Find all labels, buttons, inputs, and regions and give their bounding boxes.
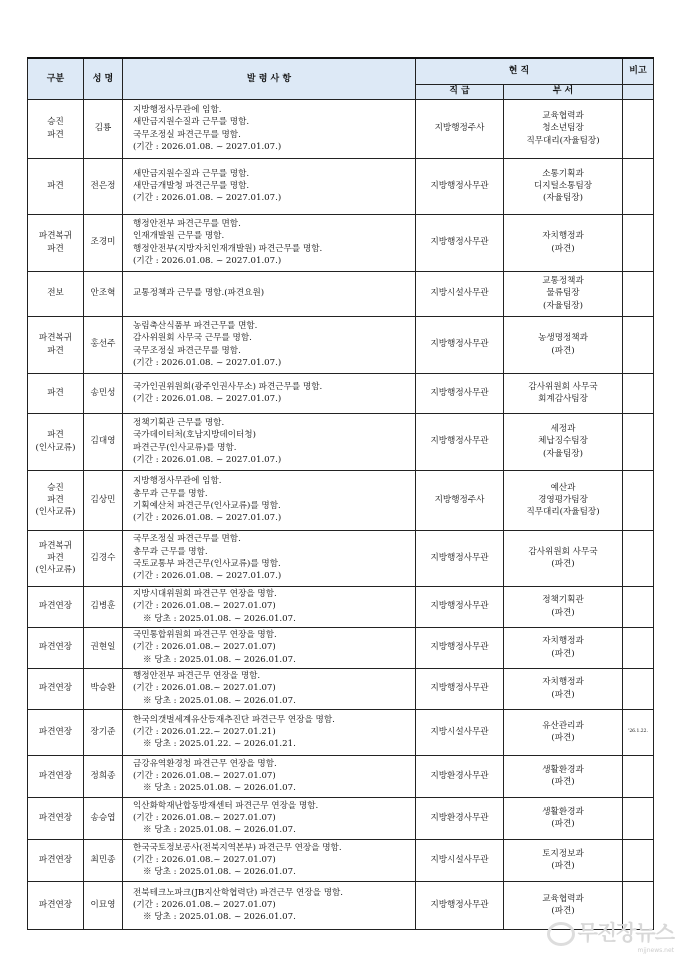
category-cell-line: 파견연장	[38, 726, 73, 737]
dept-cell-line: 경영평가팀장	[538, 494, 588, 505]
remark-cell	[623, 627, 654, 668]
category-cell-line: 파견	[47, 180, 64, 191]
category-cell	[28, 797, 84, 839]
remark-cell	[623, 668, 654, 709]
order-cell-line: (기간 : 2026.01.08. ~ 2027.01.07.)	[133, 255, 282, 266]
name-cell: 박승환	[84, 668, 123, 709]
order-cell-line: 지방시대위원회 파견근무 연장을 명함.	[133, 589, 277, 600]
watermark-logo: 무진장뉴스 mjjnews.net	[547, 917, 674, 954]
order-cell-line: 전북테크노파크(JB지산학협력단) 파견근무 연장을 명함.	[133, 887, 344, 898]
dept-cell-line: (파견)	[551, 648, 575, 659]
category-cell-line: 파견복귀	[38, 333, 73, 344]
order-cell	[123, 797, 416, 839]
remark-cell	[623, 839, 654, 881]
table-row	[28, 709, 654, 755]
name-cell: 이묘영	[84, 881, 123, 929]
order-cell-line: 금강유역환경청 파견근무 연장을 명함.	[133, 758, 277, 769]
order-cell-line: ※ 당초 : 2025.01.08. ~ 2026.01.07.	[143, 912, 296, 923]
rank-cell: 지방행정사무관	[416, 586, 504, 627]
order-cell-line: ※ 당초 : 2025.01.08. ~ 2026.01.07.	[143, 825, 296, 836]
remark-cell: '26.1.22.	[623, 709, 654, 755]
order-cell-line: 파견근무(인사교류)를 명함.	[133, 442, 237, 453]
order-cell-line: 감사위원회 사무국 근무를 명함.	[133, 333, 252, 344]
order-cell-line: 정책기획관 근무를 명함.	[133, 417, 225, 428]
name-cell: 정희종	[84, 755, 123, 797]
category-cell-line: (인사교류)	[35, 565, 76, 576]
category-cell-line: 파견	[47, 345, 64, 356]
dept-cell-line: (파견)	[551, 559, 575, 569]
order-cell	[123, 214, 416, 271]
order-cell-line: (기간 : 2026.01.08. ~ 2027.01.07.)	[133, 357, 282, 368]
table-row	[28, 627, 654, 668]
dept-cell-line: 물류팀장	[546, 288, 580, 299]
remark-cell	[623, 99, 654, 158]
dept-cell-line: 농생명정책과	[538, 333, 588, 344]
dept-cell-line: (파견)	[551, 345, 575, 356]
dept-cell	[504, 470, 623, 530]
category-cell	[28, 627, 84, 668]
order-cell-line: (기간 : 2026.01.08. ~ 2027.01.07.)	[133, 571, 282, 582]
order-cell	[123, 586, 416, 627]
order-cell-line: 국민통합위원회 파견근무 연장을 명함.	[133, 630, 277, 641]
table-row	[28, 158, 654, 214]
dept-cell-line: 소통기획과	[542, 168, 584, 179]
dept-cell	[504, 271, 623, 316]
category-cell	[28, 709, 84, 755]
category-cell-line: 파견	[47, 243, 64, 254]
dept-cell-line: (파견)	[551, 777, 575, 787]
rank-cell: 지방행정사무관	[416, 214, 504, 271]
category-cell	[28, 881, 84, 929]
rank-cell: 지방행정사무관	[416, 316, 504, 373]
name-cell: 김대영	[84, 413, 123, 470]
order-cell-line: (기간 : 2026.01.08. ~ 2027.01.07.)	[133, 141, 282, 152]
dept-cell-line: 정책기획관	[542, 595, 584, 606]
dept-cell-line: 회계감사팀장	[538, 394, 588, 404]
category-cell-line: 파견복귀	[38, 540, 73, 551]
remark-cell	[623, 373, 654, 413]
order-cell-line: 국가데이터처(호남지방데이터청)	[133, 430, 256, 441]
dept-cell-line: 청소년팀장	[542, 123, 584, 134]
rank-cell: 지방행정사무관	[416, 413, 504, 470]
table-row	[28, 214, 654, 271]
order-cell-line: (기간 : 2026.01.08.~ 2027.01.07)	[133, 770, 276, 781]
order-cell-line: 국가인권위원회(광주인권사무소) 파견근무를 명함.	[133, 381, 323, 392]
header-dept: 부 서	[504, 84, 623, 99]
order-cell	[123, 709, 416, 755]
order-cell-line: (기간 : 2026.01.08. ~ 2027.01.07.)	[133, 454, 282, 465]
category-cell	[28, 470, 84, 530]
order-cell-line: (기간 : 2026.01.08.~ 2027.01.07)	[133, 854, 276, 865]
category-cell-line: 승진	[47, 117, 64, 128]
order-cell-line: (기간 : 2026.01.08.~ 2027.01.07)	[133, 812, 276, 823]
dept-cell	[504, 839, 623, 881]
dept-cell-line: (파견)	[551, 861, 575, 871]
dept-cell	[504, 99, 623, 158]
dept-cell	[504, 373, 623, 413]
dept-cell-line: 디지털소통팀장	[533, 180, 593, 191]
order-cell-line: 행정안전부 파견근무 연장을 명함.	[133, 671, 261, 682]
dept-cell-line: (자율팀장)	[543, 193, 583, 204]
dept-cell-line: 감사위원회 사무국	[528, 546, 598, 557]
category-cell	[28, 316, 84, 373]
rank-cell: 지방행정사무관	[416, 373, 504, 413]
category-cell-line: 파견	[47, 430, 64, 441]
category-cell-line: 파견연장	[38, 899, 73, 910]
rank-cell: 지방행정사무관	[416, 668, 504, 709]
remark-cell	[623, 530, 654, 586]
order-cell-line: (기간 : 2026.01.08.~ 2027.01.07)	[133, 683, 276, 694]
name-cell: 송승엽	[84, 797, 123, 839]
dept-cell	[504, 158, 623, 214]
order-cell-line: 행정안전부 파견근무를 면함.	[133, 218, 241, 229]
order-cell	[123, 316, 416, 373]
category-cell	[28, 271, 84, 316]
category-cell-line: (인사교류)	[35, 507, 76, 518]
dept-cell-line: 교육협력과	[542, 111, 584, 122]
table-row	[28, 839, 654, 881]
order-cell-line: 한국의갯벌세계유산등재추진단 파견근무 연장을 명함.	[133, 714, 335, 725]
category-cell	[28, 158, 84, 214]
rank-cell: 지방시설사무관	[416, 709, 504, 755]
order-cell	[123, 530, 416, 586]
category-cell-line: (인사교류)	[35, 442, 76, 453]
dept-cell	[504, 668, 623, 709]
category-cell-line: 파견연장	[38, 854, 73, 865]
dept-cell-line: 자치행정과	[542, 677, 584, 688]
dept-cell	[504, 413, 623, 470]
category-cell	[28, 99, 84, 158]
name-cell: 김경수	[84, 530, 123, 586]
dept-cell-line: 교육협력과	[542, 893, 584, 904]
category-cell-line: 파견	[47, 129, 64, 140]
rank-cell: 지방행정사무관	[416, 158, 504, 214]
dept-cell	[504, 586, 623, 627]
dept-cell	[504, 627, 623, 668]
dept-cell-line: 토지정보과	[542, 848, 584, 859]
dept-cell-line: 세정과	[550, 424, 576, 435]
order-cell-line: 지방행정사무관에 임함.	[133, 476, 222, 487]
dept-cell-line: 생활환경과	[542, 764, 584, 775]
dept-cell-line: (파견)	[551, 906, 575, 916]
order-cell-line: 교통정책과 근무를 명함.(파견요원)	[133, 288, 265, 299]
dept-cell	[504, 316, 623, 373]
order-cell	[123, 413, 416, 470]
dept-cell-line: (자율팀장)	[543, 300, 583, 311]
personnel-order-table	[27, 57, 654, 930]
remark-cell	[623, 470, 654, 530]
category-cell	[28, 755, 84, 797]
order-cell-line: 총무과 근무를 명함.	[133, 488, 208, 499]
table-row	[28, 668, 654, 709]
order-cell-line: 국무조정실 파견근무를 명함.	[133, 345, 241, 356]
table-row	[28, 271, 654, 316]
table-row	[28, 373, 654, 413]
dept-cell	[504, 214, 623, 271]
dept-cell	[504, 709, 623, 755]
remark-cell	[623, 797, 654, 839]
category-cell-line: 파견연장	[38, 770, 73, 781]
rank-cell: 지방시설사무관	[416, 839, 504, 881]
name-cell: 김룡	[84, 99, 123, 158]
order-cell-line: ※ 당초 : 2025.01.08. ~ 2026.01.07.	[143, 613, 296, 624]
name-cell: 김상민	[84, 470, 123, 530]
order-cell-line: ※ 당초 : 2025.01.08. ~ 2026.01.07.	[143, 654, 296, 665]
order-cell-line: 인재개발원 근무를 명함.	[133, 231, 225, 242]
dept-cell-line: (자율팀장)	[543, 448, 583, 459]
category-cell-line: 파견연장	[38, 601, 73, 612]
rank-cell: 지방행정사무관	[416, 881, 504, 929]
name-cell: 권현일	[84, 627, 123, 668]
order-cell	[123, 271, 416, 316]
table-row	[28, 413, 654, 470]
dept-cell-line: 감사위원회 사무국	[528, 381, 598, 392]
rank-cell: 지방시설사무관	[416, 271, 504, 316]
order-cell-line: (기간 : 2026.01.08. ~ 2027.01.07.)	[133, 513, 282, 524]
dept-cell-line: 직무대리(자율팀장)	[526, 507, 600, 518]
order-cell-line: (기간 : 2026.01.08. ~ 2027.01.07.)	[133, 193, 282, 204]
header-name: 성 명	[84, 58, 123, 99]
order-cell-line: ※ 당초 : 2025.01.08. ~ 2026.01.07.	[143, 867, 296, 878]
dept-cell-line: (파견)	[551, 607, 575, 618]
order-cell	[123, 839, 416, 881]
order-cell-line: ※ 당초 : 2025.01.22. ~ 2026.01.21.	[143, 739, 296, 750]
rank-cell: 지방행정사무관	[416, 627, 504, 668]
category-cell-line: 파견	[47, 494, 64, 505]
order-cell	[123, 158, 416, 214]
dept-cell-line: 교통정책과	[542, 276, 584, 287]
order-cell	[123, 755, 416, 797]
header-remark: 비고	[623, 58, 654, 84]
table-row	[28, 586, 654, 627]
dept-cell-line: (파견)	[551, 733, 575, 743]
order-cell-line: (기간 : 2026.01.08.~ 2027.01.07)	[133, 899, 276, 910]
rank-cell: 지방행정사무관	[416, 530, 504, 586]
name-cell: 홍선주	[84, 316, 123, 373]
header-order: 발 령 사 항	[123, 58, 416, 99]
category-cell	[28, 586, 84, 627]
order-cell-line: (기간 : 2026.01.22.~ 2027.01.21)	[133, 726, 276, 737]
name-cell: 조경미	[84, 214, 123, 271]
rank-cell: 지방환경사무관	[416, 755, 504, 797]
category-cell	[28, 413, 84, 470]
order-cell	[123, 668, 416, 709]
remark-cell	[623, 214, 654, 271]
header-rank: 직 급	[416, 84, 504, 99]
order-cell-line: 국무조정실 파견근무를 명함.	[133, 129, 241, 140]
dept-cell	[504, 755, 623, 797]
rank-cell: 지방행정주사	[416, 470, 504, 530]
order-cell-line: 새만금지원수질과 근무를 명함.	[133, 168, 250, 179]
name-cell: 전은정	[84, 158, 123, 214]
remark-cell	[623, 413, 654, 470]
category-cell-line: 승진	[47, 482, 64, 493]
dept-cell-line: 생활환경과	[542, 806, 584, 817]
name-cell: 김병훈	[84, 586, 123, 627]
order-cell-line: (기간 : 2026.01.08.~ 2027.01.07)	[133, 642, 276, 653]
category-cell-line: 파견연장	[38, 642, 73, 653]
category-cell	[28, 373, 84, 413]
order-cell	[123, 627, 416, 668]
order-cell-line: ※ 당초 : 2025.01.08. ~ 2026.01.07.	[143, 695, 296, 706]
order-cell-line: ※ 당초 : 2025.01.08. ~ 2026.01.07.	[143, 783, 296, 794]
order-cell-line: 국토교통부 파견근무(인사교류)를 명함.	[133, 559, 281, 569]
order-cell-line: 행정안전부(지방자치인재개발원) 파견근무를 명함.	[133, 243, 323, 254]
category-cell-line: 파견복귀	[38, 231, 73, 242]
remark-cell	[623, 586, 654, 627]
table-row	[28, 316, 654, 373]
category-cell	[28, 530, 84, 586]
category-cell	[28, 839, 84, 881]
header-category: 구분	[28, 58, 84, 99]
remark-cell	[623, 271, 654, 316]
order-cell-line: (기간 : 2026.01.08.~ 2027.01.07)	[133, 601, 276, 612]
dept-cell-line: 예산과	[550, 482, 576, 493]
category-cell-line: 파견	[47, 552, 64, 563]
dept-cell-line: 자치행정과	[542, 231, 584, 242]
category-cell-line: 파견연장	[38, 683, 73, 694]
dept-cell-line: (파견)	[551, 243, 575, 254]
dept-cell-line: (파견)	[551, 689, 575, 700]
dept-cell	[504, 797, 623, 839]
order-cell-line: 새만금개발청 파견근무를 명함.	[133, 180, 250, 191]
remark-cell	[623, 316, 654, 373]
order-cell-line: 총무과 근무를 명함.	[133, 546, 208, 557]
order-cell-line: (기간 : 2026.01.08. ~ 2027.01.07.)	[133, 394, 282, 404]
dept-cell	[504, 530, 623, 586]
dept-cell-line: 자치행정과	[542, 636, 584, 647]
rank-cell: 지방행정주사	[416, 99, 504, 158]
dept-cell-line: 체납징수팀장	[538, 436, 588, 447]
header-current: 현 직	[416, 58, 623, 84]
header-remark-blank	[623, 84, 654, 99]
order-cell-line: 지방행정사무관에 임함.	[133, 104, 222, 115]
name-cell: 장기준	[84, 709, 123, 755]
dept-cell-line: 유산관리과	[542, 720, 584, 731]
category-cell	[28, 668, 84, 709]
table-row	[28, 99, 654, 158]
order-cell-line: 기획예산처 파견근무(인사교류)를 명함.	[133, 501, 281, 511]
order-cell	[123, 470, 416, 530]
name-cell: 안조혁	[84, 271, 123, 316]
name-cell: 최민종	[84, 839, 123, 881]
order-cell-line: 새만금지원수질과 근무를 명함.	[133, 117, 250, 128]
order-cell-line: 농림축산식품부 파견근무를 면함.	[133, 320, 258, 331]
order-cell	[123, 881, 416, 929]
name-cell: 송민성	[84, 373, 123, 413]
table-row	[28, 797, 654, 839]
table-row	[28, 755, 654, 797]
rank-cell: 지방환경사무관	[416, 797, 504, 839]
dept-cell-line: (파견)	[551, 819, 575, 829]
table-row	[28, 530, 654, 586]
order-cell-line: 국무조정실 파견근무를 면함.	[133, 534, 241, 545]
category-cell-line: 전보	[47, 288, 64, 299]
dept-cell-line: 직무대리(자율팀장)	[526, 135, 600, 146]
remark-cell	[623, 158, 654, 214]
order-cell	[123, 373, 416, 413]
order-cell	[123, 99, 416, 158]
category-cell-line: 파견연장	[38, 812, 73, 823]
order-cell-line: 한국국토정보공사(전북지역본부) 파견근무 연장을 명함.	[133, 842, 342, 853]
table-row	[28, 470, 654, 530]
order-cell-line: 익산화학재난합동방재센터 파견근무 연장을 명함.	[133, 800, 319, 811]
category-cell	[28, 214, 84, 271]
category-cell-line: 파견	[47, 387, 64, 398]
remark-cell	[623, 755, 654, 797]
